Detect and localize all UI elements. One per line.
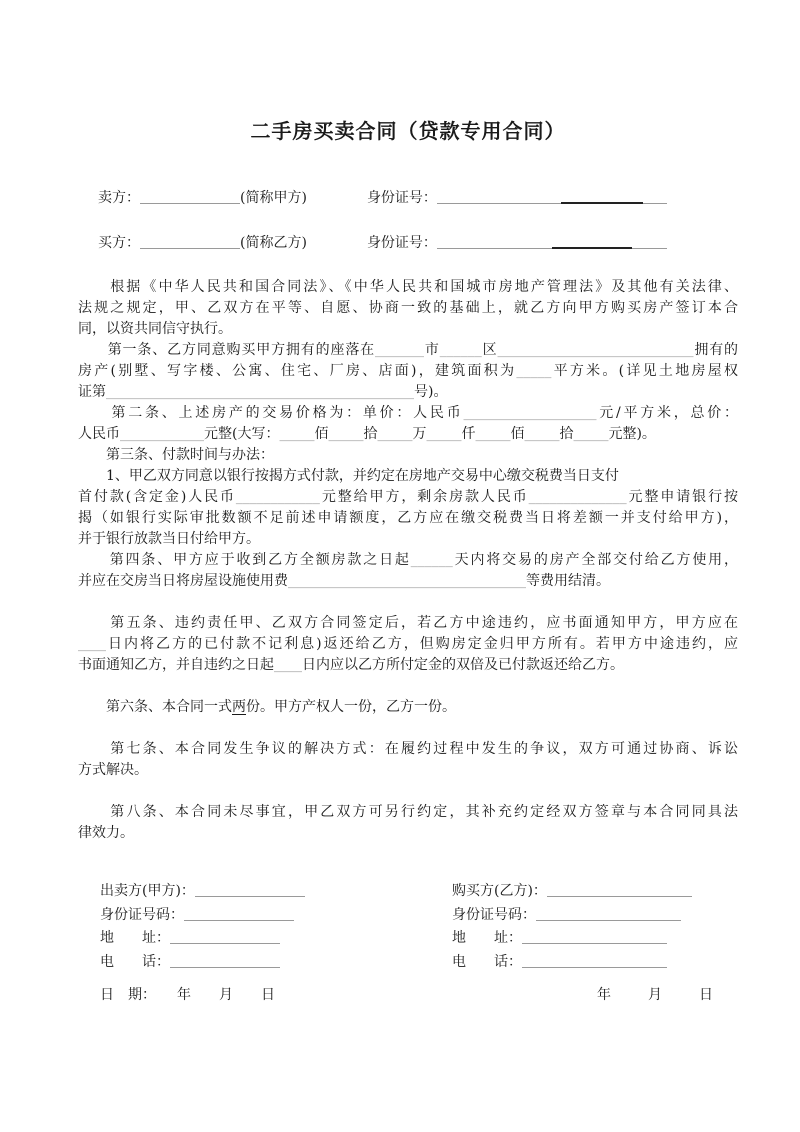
buyer-phone-blank bbox=[522, 953, 667, 968]
contract-line: 书面通知乙方，并自违约之日起____日内应以乙方所付定金的双倍及已付款返还给乙方。 bbox=[78, 657, 624, 673]
seller-sign-row bbox=[100, 880, 452, 904]
contract-line: 法规之规定，甲、乙双方在平等、自愿、协商一致的基础上，就乙方向甲方购买房产签订本合 bbox=[78, 300, 738, 316]
buyer-idno-blank bbox=[536, 906, 681, 921]
buyer-address-row bbox=[452, 927, 692, 951]
buyer-phone-label: 电 话： bbox=[452, 953, 522, 970]
contract-line-clause1: 第一条、乙方同意购买甲方拥有的座落在_______市______区____________________________拥有的 bbox=[78, 342, 738, 358]
contract-line-clause6 bbox=[78, 697, 738, 718]
seller-label: 卖方： bbox=[98, 190, 140, 206]
buyer-id-label: 身份证号： bbox=[366, 235, 437, 251]
seller-phone-label: 电 话： bbox=[100, 953, 170, 970]
contract-line-clause8: 第八条、本合同未尽事宜，甲乙双方可另行约定，其补充约定经双方签章与本合同同具法 bbox=[78, 804, 738, 820]
contract-line: 并应在交房当日将房屋设施使用费__________________________________等费用结清。 bbox=[78, 573, 610, 589]
clause6-underlined-word: 两 bbox=[232, 699, 246, 715]
buyer-sign-blank bbox=[547, 882, 692, 897]
seller-idno-label: 身份证号码： bbox=[100, 906, 184, 923]
seller-row bbox=[78, 187, 738, 209]
contract-line-clause2: 第二条、上述房产的交易价格为：单价：人民币___________________元/平方米，总价： bbox=[78, 405, 738, 421]
buyer-idno-row bbox=[452, 904, 692, 928]
contract-line: 方式解决。 bbox=[78, 762, 148, 778]
seller-address-label: 地 址： bbox=[100, 930, 170, 946]
seller-idno-row bbox=[100, 904, 452, 928]
buyer-name-blank bbox=[140, 234, 240, 249]
contract-line-clause7: 第七条、本合同发生争议的解决方式：在履约过程中发生的争议，双方可通过协商、诉讼 bbox=[78, 741, 738, 757]
seller-alias: (简称甲方) bbox=[240, 190, 307, 206]
buyer-id-dark-segment bbox=[552, 247, 632, 249]
blank-line bbox=[78, 718, 738, 739]
contract-line: 根据《中华人民共和国合同法》、《中华人民共和国城市房地产管理法》及其他有关法律、 bbox=[78, 279, 738, 295]
seller-phone-blank bbox=[170, 953, 280, 968]
contract-line: ____日内将乙方的已付款不记利息)返还给乙方，但购房定金归甲方所有。若甲方中途违约，应 bbox=[78, 636, 738, 652]
buyer-row bbox=[78, 232, 738, 254]
contract-line: 证第____________________________________________号)。 bbox=[78, 384, 448, 400]
seller-id-dark-segment bbox=[561, 202, 643, 204]
contract-line: 同，以资共同信守执行。 bbox=[78, 321, 232, 337]
blank-line bbox=[78, 676, 738, 697]
buyer-address-label: 地 址： bbox=[452, 930, 522, 946]
contract-line: 律效力。 bbox=[78, 825, 134, 841]
buyer-address-blank bbox=[522, 929, 667, 944]
signature-block bbox=[78, 880, 738, 974]
seller-phone-row bbox=[100, 951, 452, 975]
contract-line-clause3: 第三条、付款时间与办法： bbox=[78, 447, 274, 463]
seller-address-blank bbox=[170, 929, 280, 944]
buyer-id-blank bbox=[437, 234, 667, 249]
date-left: 日 期： 年 月 日 bbox=[100, 987, 275, 1003]
contract-line: 人民币____________元整(大写：_____佰_____拾_____万_____仟_____佰_____拾_____元整)。 bbox=[78, 426, 656, 442]
seller-id-label: 身份证号： bbox=[366, 190, 437, 206]
buyer-signature-column bbox=[452, 880, 692, 974]
contract-line: 房产(别墅、写字楼、公寓、住宅、厂房、店面)，建筑面积为_____平方米。(详见土地房屋权 bbox=[78, 363, 738, 379]
seller-name-blank bbox=[140, 189, 240, 204]
contract-line: 揭（如银行实际审批数额不足前述申请额度，乙方应在缴交税费当日将差额一并支付给甲方)， bbox=[78, 510, 738, 526]
contract-line: 并于银行放款当日付给甲方。 bbox=[78, 531, 260, 547]
contract-line-clause5: 第五条、违约责任甲、乙双方合同签定后，若乙方中途违约，应书面通知甲方，甲方应在 bbox=[78, 615, 738, 631]
seller-address-row bbox=[100, 927, 452, 951]
buyer-label: 买方： bbox=[98, 235, 140, 251]
contract-line-clause4: 第四条、甲方应于收到乙方全额房款之日起______天内将交易的房产全部交付给乙方使用， bbox=[78, 552, 738, 568]
buyer-alias: (简称乙方) bbox=[240, 235, 307, 251]
seller-sign-blank bbox=[195, 882, 305, 897]
buyer-sign-row bbox=[452, 880, 692, 904]
date-row bbox=[78, 985, 738, 1006]
buyer-sign-label: 购买方(乙方)： bbox=[452, 883, 547, 899]
seller-signature-column bbox=[100, 880, 452, 974]
blank-line bbox=[78, 781, 738, 802]
buyer-idno-label: 身份证号码： bbox=[452, 906, 536, 923]
buyer-phone-row bbox=[452, 951, 692, 975]
blank-line bbox=[78, 592, 738, 613]
clause6-post: 份。甲方产权人一份，乙方一份。 bbox=[246, 699, 456, 715]
contract-line: 1、甲乙双方同意以银行按揭方式付款，并约定在房地产交易中心缴交税费当日支付 bbox=[78, 468, 619, 484]
seller-idno-blank bbox=[184, 906, 294, 921]
page-title: 二手房买卖合同（贷款专用合同） bbox=[250, 119, 566, 143]
clause6-pre: 第六条、本合同一式 bbox=[78, 699, 232, 715]
seller-sign-label: 出卖方(甲方)： bbox=[100, 883, 195, 899]
contract-line: 首付款(含定金)人民币____________元整给甲方，剩余房款人民币______________元整申请银行按 bbox=[78, 489, 738, 505]
seller-id-blank bbox=[437, 189, 667, 204]
date-right: 年 月 日 bbox=[597, 987, 716, 1003]
